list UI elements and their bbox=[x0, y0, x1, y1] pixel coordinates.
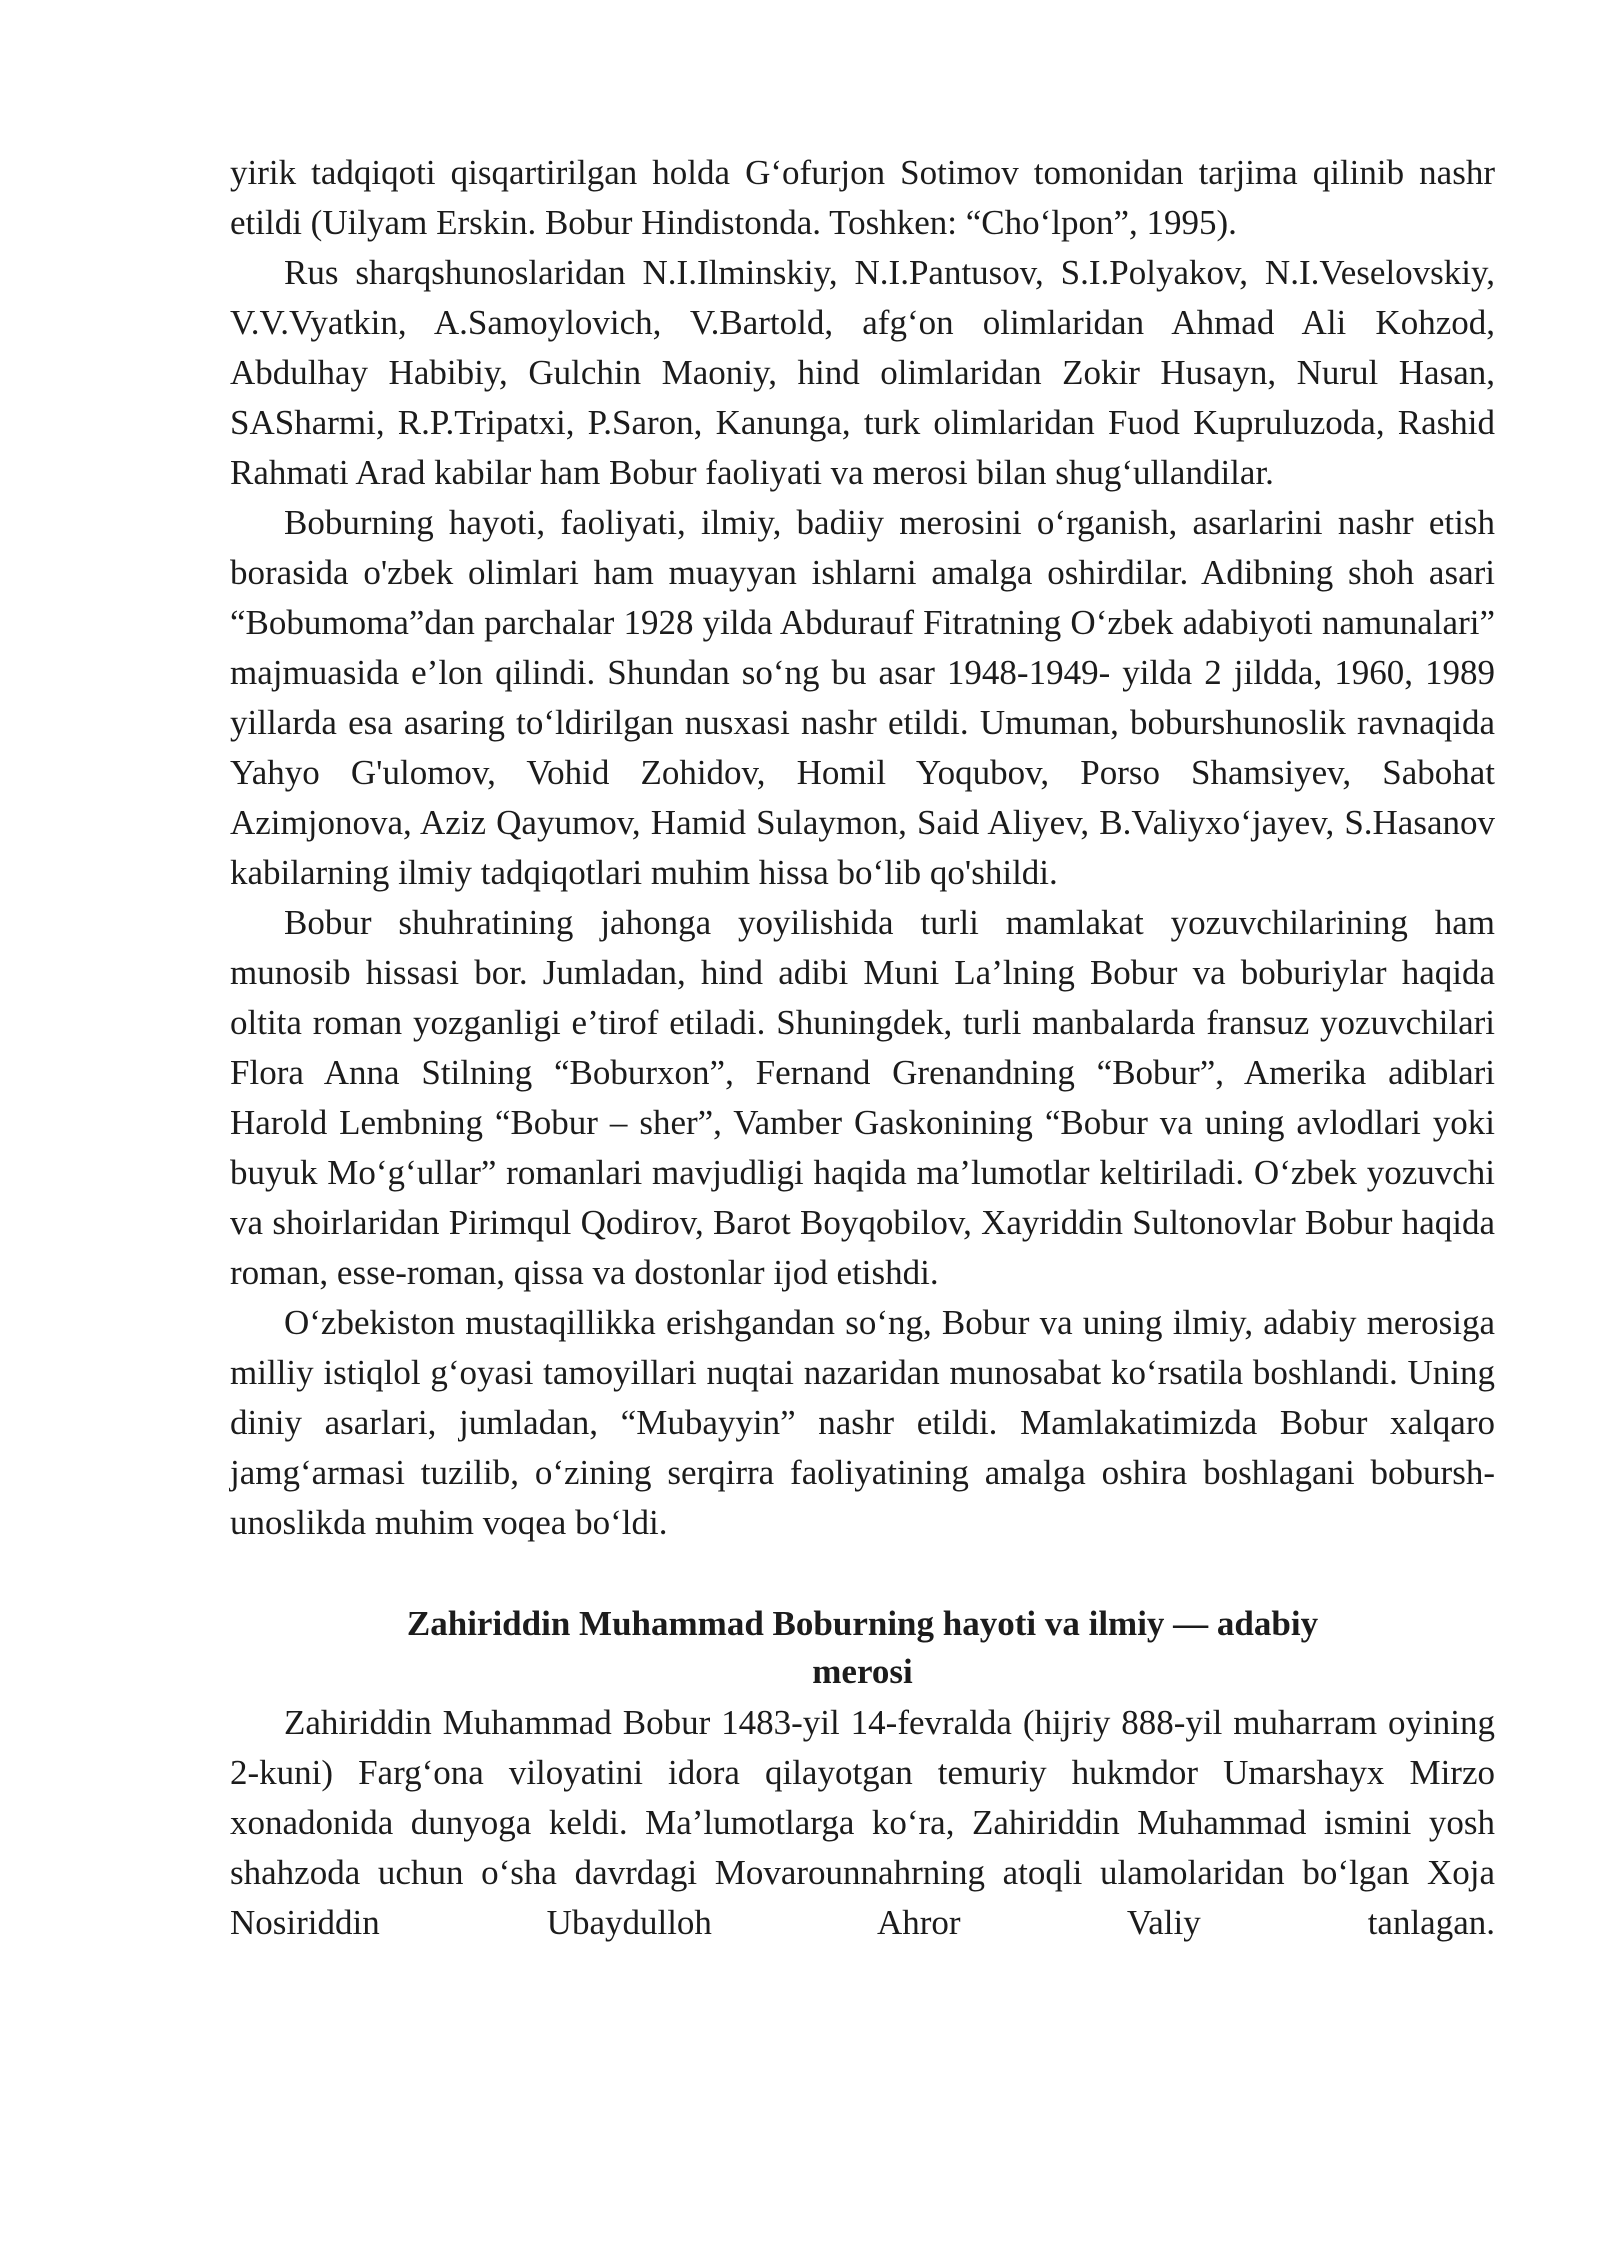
section-heading-line-1: Zahiriddin Muhammad Boburning hayoti va ilmiy — adabiy bbox=[406, 1604, 1319, 1643]
paragraph-world-writers: Bobur shuhratining jahonga yoyilishida turli mamlakat yozuvchilarining ham munosib hissasi bor. Jumladan, hind adibi Muni La’lning Bobur va boburiylar haqida oltita roman yozganligi e’tirof etiladi. Shuningdek, turli manbalarda fransuz yozuvchilari Flora Anna Stilning “Boburxon”, Fernand Grenandning “Bobur”, Amerika adiblari Harold Lembning “Bobur – sher”, Vamber Gaskonining “Bobur va uning avlodlari yoki buyuk Mo‘g‘ullar” romanlari mavjudligi haqida ma’lumotlar keltiriladi. O‘zbek yozuvchi va shoirlaridan Pirimqul Qodirov, Barot Boyqobilov, Xayriddin Sultonovlar Bobur haqida roman, esse-roman, qissa va dostonlar ijod etishdi. bbox=[230, 903, 1495, 1292]
paragraph-biography-start: Zahiriddin Muhammad Bobur 1483-yil 14-fevralda (hijriy 888-yil muharram oyining 2-kuni) Farg‘ona viloyatini idora qilayotgan temuriy hukmdor Umarshayx Mirzo xonadonida dunyoga keldi. Ma’lumotlarga ko‘ra, Zahiriddin Muhammad ismini yosh shahzoda uchun o‘sha davrdagi Movarounnahrning atoqli ulamolaridan bo‘lgan Xoja Nosiriddin Ubaydulloh Ahror Valiy tanlagan. bbox=[230, 1703, 1495, 1942]
paragraph-independence: O‘zbekiston mustaqillikka erishgandan so‘ng, Bobur va uning ilmiy, adabiy merosiga milliy istiqlol g‘oyasi tamoyillari nuqtai nazaridan munosabat ko‘rsatila boshlandi. Uning diniy asarlari, jumladan, “Mubayyin” nashr etildi. Mamlakatimizda Bobur xalqaro jamg‘armasi tuzilib, o‘zining serqirra faoliyatining amalga oshira boshlagani boburshunoslikda muhim voqea bo‘ldi. bbox=[230, 1303, 1495, 1542]
section-heading-line-2: merosi bbox=[812, 1652, 913, 1691]
paragraph-uzbek-scholars: Boburning hayoti, faoliyati, ilmiy, badiiy merosini o‘rganish, asarlarini nashr etish borasida o'zbek olimlari ham muayyan ishlarni amalga oshirdilar. Adibning shoh asari “Bobumoma”dan parchalar 1928 yilda Abdurauf Fitratning O‘zbek adabiyoti namunalari” majmuasida e’lon qilindi. Shundan so‘ng bu asar 1948-1949- yilda 2 jildda, 1960, 1989 yillarda esa asaring to‘ldirilgan nusxasi nashr etildi. Umuman, boburshunoslik ravnaqida Yahyo G'ulomov, Vohid Zohidov, Homil Yoqubov, Porso Shamsiyev, Sabohat Azimjonova, Aziz Qayumov, Hamid Sulaymon, Said Aliyev, B.Valiyxo‘jayev, S.Hasanov kabilarning ilmiy tadqiqotlari muhim hissa bo‘lib qo'shildi. bbox=[230, 503, 1495, 892]
section-heading bbox=[230, 1600, 1495, 1696]
document-page bbox=[230, 148, 1495, 1948]
paragraph-continuation: yirik tadqiqoti qisqartirilgan holda G‘ofurjon Sotimov tomonidan tarjima qilinib nashr etildi (Uilyam Erskin. Bobur Hindistonda. Toshken: “Cho‘lpon”, 1995). bbox=[230, 153, 1495, 242]
paragraph-orientalists: Rus sharqshunoslaridan N.I.Ilminskiy, N.I.Pantusov, S.I.Polyakov, N.I.Veselovskiy, V.V.Vyatkin, A.Samoylovich, V.Bartold, afg‘on olimlaridan Ahmad Ali Kohzod, Abdulhay Habibiy, Gulchin Maoniy, hind olimlaridan Zokir Husayn, Nurul Hasan, SASharmi, R.P.Tripatxi, P.Saron, Kanunga, turk olimlaridan Fuod Kupruluzoda, Rashid Rahmati Arad kabilar ham Bobur faoliyati va merosi bilan shug‘ullandilar. bbox=[230, 253, 1495, 492]
